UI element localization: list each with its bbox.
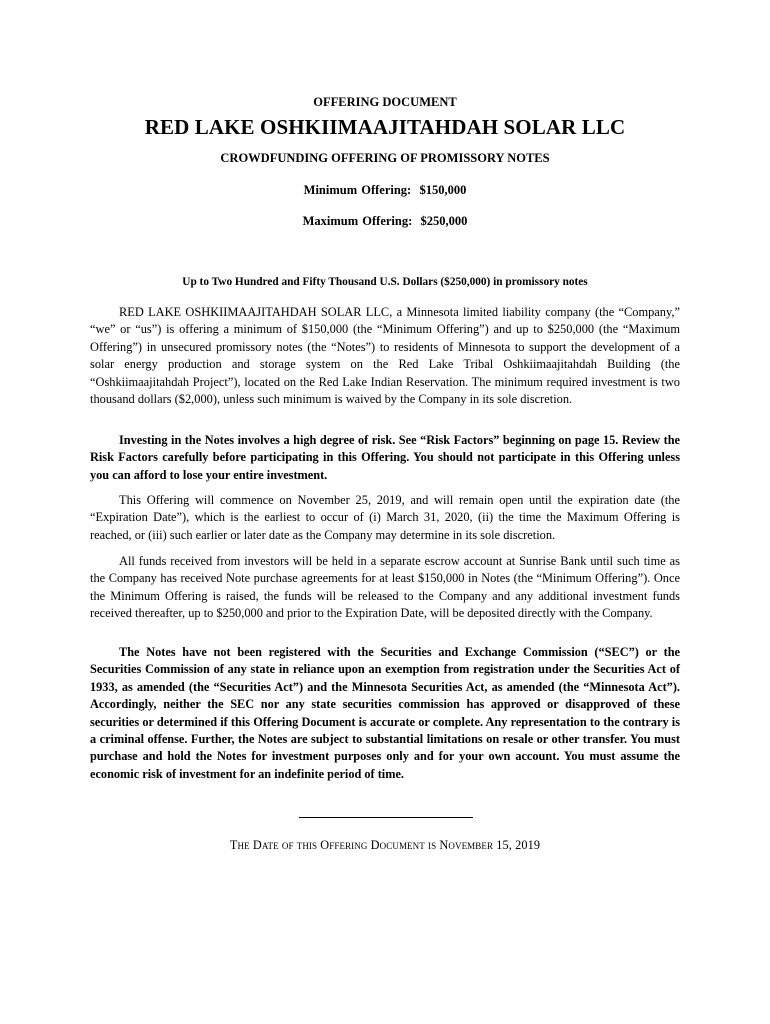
minimum-offering: Minimum Offering: $150,000 bbox=[303, 183, 467, 197]
offering-subtitle: CROWDFUNDING OFFERING OF PROMISSORY NOTES bbox=[220, 151, 550, 165]
risk-warning-paragraph: Investing in the Notes involves a high degree of risk. See “Risk Factors” beginning on page 15. Review the Risk Factors carefully before participating in this Offering. You should not participate in this Offering unless you can afford to lose your entire investment. bbox=[90, 433, 680, 482]
divider-line bbox=[299, 817, 473, 818]
offering-term-paragraph: This Offering will commence on November 25, 2019, and will remain open until the expiration date (the “Expiration Date”), which is the earliest to occur of (i) March 31, 2020, (ii) the time the Maximum Offering is reached, or (iii) such earlier or later date as the Company may determine in its sole discretion. bbox=[90, 493, 680, 542]
escrow-paragraph: All funds received from investors will be held in a separate escrow account at Sunrise Bank until such time as the Company has received Note purchase agreements for at least $150,000 in Notes (the “Minimum Offering”). Once the Minimum Offering is raised, the funds will be released to the Company and any additional investment funds received thereafter, up to $250,000 and prior to the Expiration Date, will be deposited directly with the Company. bbox=[90, 554, 680, 621]
securities-disclaimer-paragraph: The Notes have not been registered with the Securities and Exchange Commission (“SEC”) or the Securities Commission of any state in reliance upon an exemption from registration under the Securities Act of 1933, as amended (the “Securities Act”) and the Minnesota Securities Act, as amended (the “Minnesota Act”). Accordingly, neither the SEC nor any state securities commission has approved or disapproved of these securities or determined if this Offering Document is accurate or complete. Any representation to the contrary is a criminal offense. Further, the Notes are subject to substantial limitations on resale or other transfer. You must purchase and hold the Notes for investment purposes only and for your own account. You must assume the economic risk of investment for an indefinite period of time. bbox=[90, 645, 680, 781]
company-title: RED LAKE OSHKIIMAAJITAHDAH SOLAR LLC bbox=[144, 115, 626, 139]
maximum-offering: Maximum Offering: $250,000 bbox=[302, 214, 468, 228]
document-label: OFFERING DOCUMENT bbox=[313, 95, 457, 109]
document-date: The Date of this Offering Document is November 15, 2019 bbox=[229, 838, 541, 852]
intro-paragraph: RED LAKE OSHKIIMAAJITAHDAH SOLAR LLC, a Minnesota limited liability company (the “Company,” “we” or “us”) is offering a minimum of $150,000 (the “Minimum Offering”) and up to $250,000 (the “Maximum Offering”) in unsecured promissory notes (the “Notes”) to residents of Minnesota to support the development of a solar energy production and storage system on the Red Lake Tribal Oshkiimaajitahdah Building (the “Oshkiimaajitahdah Project”), located on the Red Lake Indian Reservation. The minimum required investment is two thousand dollars ($2,000), unless such minimum is waived by the Company in its sole discretion. bbox=[90, 305, 680, 407]
amount-statement: Up to Two Hundred and Fifty Thousand U.S. Dollars ($250,000) in promissory notes bbox=[182, 276, 588, 288]
